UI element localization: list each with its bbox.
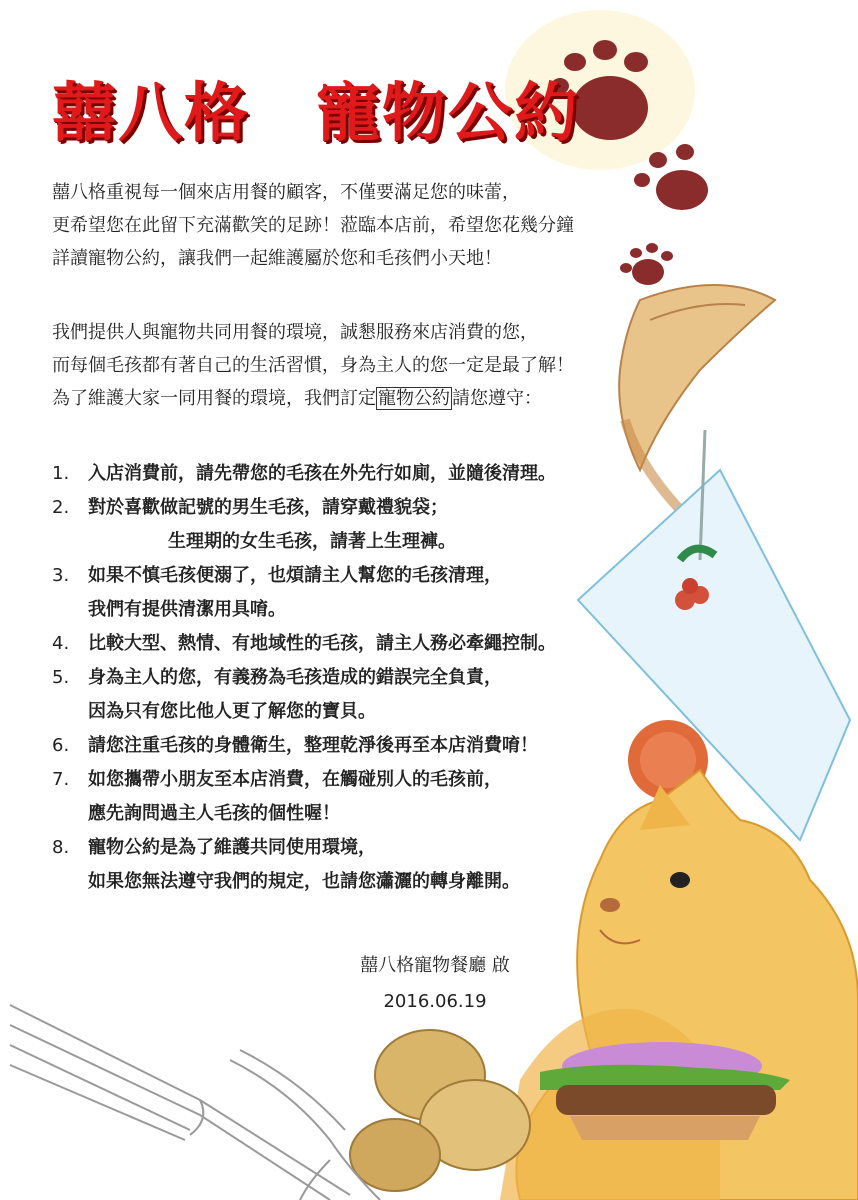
rule-text: 我們有提供清潔用具唷。 [88, 599, 286, 620]
rule-text: 身為主人的您，有義務為毛孩造成的錯誤完全負責， [88, 667, 502, 688]
bread-illustration [619, 285, 775, 520]
rule-text: 對於喜歡做記號的男生毛孩，請穿戴禮貌袋； [88, 497, 448, 518]
rule-number: 8. [52, 837, 70, 858]
rule-text: 比較大型、熱情、有地域性的毛孩，請主人務必牽繩控制。 [88, 633, 556, 654]
page-title: 囍八格 寵物公約 [52, 77, 580, 151]
rule-number: 3. [52, 565, 70, 586]
environment-paragraph [52, 316, 574, 415]
rules-list [52, 457, 556, 899]
potato-illustration [350, 1030, 530, 1191]
rule-number: 5. [52, 667, 70, 688]
signature-name: 囍八格寵物餐廳 啟 [360, 955, 510, 976]
rule-number: 1. [52, 463, 70, 484]
signature-date: 2016.06.19 [383, 991, 487, 1012]
rule-item [52, 491, 556, 559]
burger-illustration [540, 1042, 790, 1140]
rule-text: 如您攜帶小朋友至本店消費，在觸碰別人的毛孩前， [88, 769, 502, 790]
environment-line: 我們提供人與寵物共同用餐的環境，誠懇服務來店消費的您， [52, 322, 538, 343]
rule-text: 應先詢問過主人毛孩的個性喔！ [88, 803, 340, 824]
rule-item [52, 457, 556, 491]
intro-line: 更希望您在此留下充滿歡笑的足跡！蒞臨本店前，希望您花幾分鐘 [52, 215, 574, 236]
rule-item [52, 627, 556, 661]
rule-item [52, 559, 556, 627]
rule-text: 如果您無法遵守我們的規定，也請您瀟灑的轉身離開。 [88, 871, 520, 892]
policy-term-boxed: 寵物公約 [378, 388, 450, 409]
rule-text: 寵物公約是為了維護共同使用環境， [88, 837, 376, 858]
intro-line: 囍八格重視每一個來店用餐的顧客，不僅要滿足您的味蕾， [52, 182, 520, 203]
rule-item [52, 729, 556, 763]
rule-item [52, 831, 556, 899]
environment-line-post: 請您遵守： [452, 388, 542, 409]
rule-text: 入店消費前，請先帶您的毛孩在外先行如廁，並隨後清理。 [88, 463, 556, 484]
intro-paragraph [52, 176, 574, 275]
rule-number: 4. [52, 633, 70, 654]
rule-text: 請您注重毛孩的身體衛生，整理乾淨後再至本店消費唷！ [88, 735, 538, 756]
drink-glass-illustration [578, 430, 850, 840]
intro-line: 詳讀寵物公約，讓我們一起維護屬於您和毛孩們小天地！ [52, 248, 502, 269]
rule-number: 2. [52, 497, 70, 518]
rule-item [52, 661, 556, 729]
signature-block [335, 948, 535, 1020]
paw-print-icon [620, 243, 673, 285]
rule-number: 7. [52, 769, 70, 790]
rule-text: 如果不慎毛孩便溺了，也煩請主人幫您的毛孩清理， [88, 565, 502, 586]
environment-line: 而每個毛孩都有著自己的生活習慣，身為主人的您一定是最了解！ [52, 355, 574, 376]
rule-text: 因為只有您比他人更了解您的寶貝。 [88, 701, 376, 722]
rule-item [52, 763, 556, 831]
environment-line [52, 382, 574, 415]
cutlery-sketch [10, 1005, 380, 1200]
environment-line-pre: 為了維護大家一同用餐的環境，我們訂定 [52, 388, 376, 409]
rule-text: 生理期的女生毛孩，請著上生理褲。 [168, 531, 456, 552]
rule-number: 6. [52, 735, 70, 756]
